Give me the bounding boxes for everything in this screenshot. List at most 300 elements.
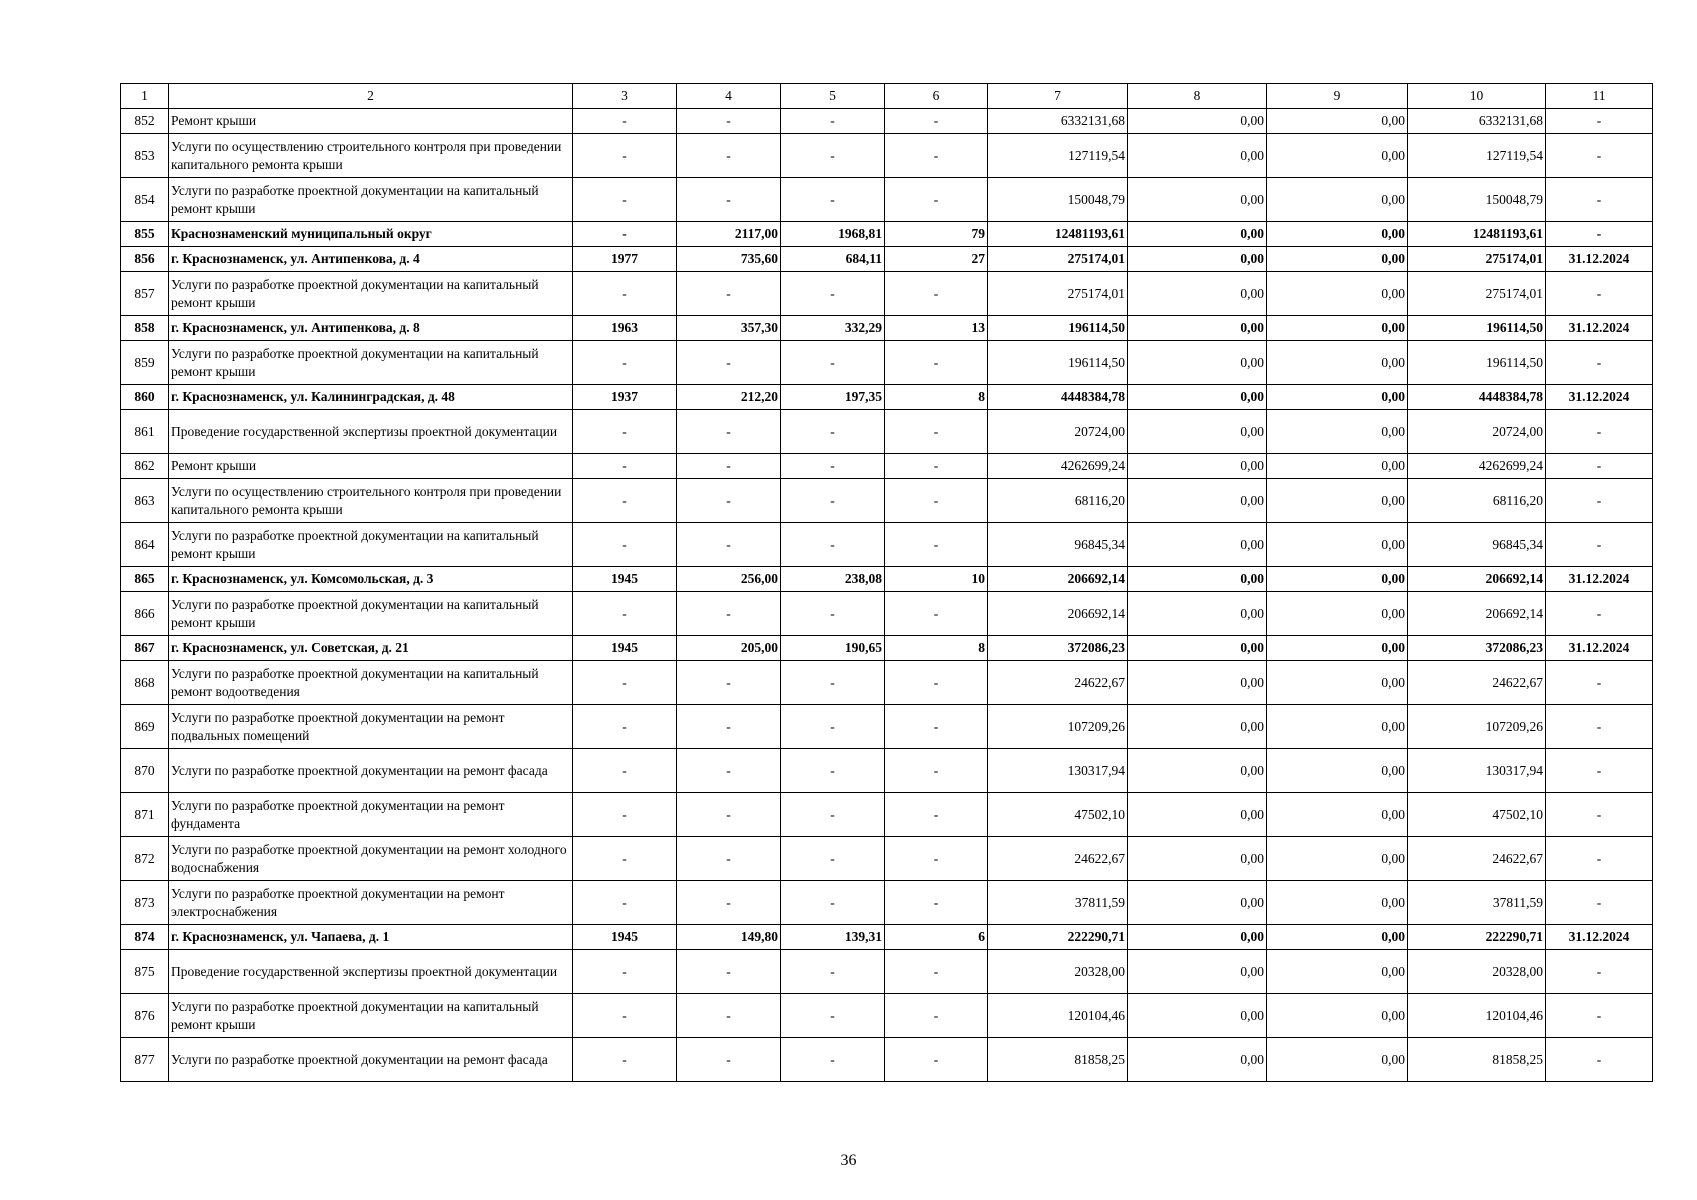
fund-amount-b: 0,00: [1267, 134, 1408, 178]
table-row: [121, 222, 1653, 247]
row-number: 854: [121, 178, 169, 222]
table-row: [121, 109, 1653, 134]
area-living: -: [781, 341, 885, 385]
deadline-date: -: [1546, 410, 1653, 454]
row-number: 863: [121, 479, 169, 523]
area-living: -: [781, 749, 885, 793]
residents-count: 8: [885, 636, 988, 661]
fund-amount-b: 0,00: [1267, 1038, 1408, 1082]
fund-amount-a: 0,00: [1128, 837, 1267, 881]
cost-total: 196114,50: [988, 316, 1128, 341]
year-built: -: [573, 222, 677, 247]
row-number: 877: [121, 1038, 169, 1082]
fund-amount-a: 0,00: [1128, 523, 1267, 567]
row-name: Услуги по разработке проектной документации на капитальный ремонт крыши: [169, 178, 573, 222]
residents-count: 79: [885, 222, 988, 247]
row-name: Услуги по разработке проектной документации на капитальный ремонт водоотведения: [169, 661, 573, 705]
area-living: -: [781, 454, 885, 479]
fund-amount-a: 0,00: [1128, 1038, 1267, 1082]
fund-amount-a: 0,00: [1128, 222, 1267, 247]
column-number: 10: [1408, 84, 1546, 109]
area-total: 149,80: [677, 925, 781, 950]
row-number: 869: [121, 705, 169, 749]
cost-total: 275174,01: [988, 247, 1128, 272]
fund-amount-b: 0,00: [1267, 341, 1408, 385]
deadline-date: -: [1546, 479, 1653, 523]
area-total: 205,00: [677, 636, 781, 661]
column-number: 2: [169, 84, 573, 109]
row-number: 852: [121, 109, 169, 134]
deadline-date: -: [1546, 793, 1653, 837]
row-number: 867: [121, 636, 169, 661]
area-total: 212,20: [677, 385, 781, 410]
fund-amount-b: 0,00: [1267, 925, 1408, 950]
deadline-date: -: [1546, 950, 1653, 994]
cost-total: 4448384,78: [988, 385, 1128, 410]
row-number: 855: [121, 222, 169, 247]
area-living: -: [781, 705, 885, 749]
cost-final: 4448384,78: [1408, 385, 1546, 410]
table-row: [121, 636, 1653, 661]
area-living: -: [781, 881, 885, 925]
deadline-date: -: [1546, 178, 1653, 222]
deadline-date: -: [1546, 1038, 1653, 1082]
cost-final: 47502,10: [1408, 793, 1546, 837]
row-name: Услуги по разработке проектной документации на ремонт холодного водоснабжения: [169, 837, 573, 881]
table-row: [121, 523, 1653, 567]
deadline-date: -: [1546, 272, 1653, 316]
residents-count: -: [885, 749, 988, 793]
residents-count: 10: [885, 567, 988, 592]
cost-final: 107209,26: [1408, 705, 1546, 749]
table-row: [121, 793, 1653, 837]
area-total: 256,00: [677, 567, 781, 592]
residents-count: -: [885, 881, 988, 925]
area-living: -: [781, 272, 885, 316]
table-row: [121, 705, 1653, 749]
deadline-date: 31.12.2024: [1546, 636, 1653, 661]
area-living: -: [781, 523, 885, 567]
fund-amount-a: 0,00: [1128, 881, 1267, 925]
table-row: [121, 950, 1653, 994]
area-total: -: [677, 749, 781, 793]
area-total: -: [677, 109, 781, 134]
area-living: 684,11: [781, 247, 885, 272]
residents-count: -: [885, 178, 988, 222]
fund-amount-a: 0,00: [1128, 567, 1267, 592]
fund-amount-a: 0,00: [1128, 636, 1267, 661]
row-name: г. Краснознаменск, ул. Антипенкова, д. 8: [169, 316, 573, 341]
fund-amount-b: 0,00: [1267, 247, 1408, 272]
deadline-date: -: [1546, 837, 1653, 881]
column-number: 6: [885, 84, 988, 109]
cost-final: 37811,59: [1408, 881, 1546, 925]
deadline-date: -: [1546, 222, 1653, 247]
area-living: 238,08: [781, 567, 885, 592]
area-living: -: [781, 479, 885, 523]
row-name: Услуги по разработке проектной документации на капитальный ремонт крыши: [169, 341, 573, 385]
area-living: 197,35: [781, 385, 885, 410]
row-number: 876: [121, 994, 169, 1038]
fund-amount-a: 0,00: [1128, 272, 1267, 316]
column-number: 5: [781, 84, 885, 109]
fund-amount-b: 0,00: [1267, 661, 1408, 705]
row-name: Услуги по разработке проектной документации на ремонт электроснабжения: [169, 881, 573, 925]
year-built: -: [573, 523, 677, 567]
deadline-date: -: [1546, 749, 1653, 793]
fund-amount-a: 0,00: [1128, 661, 1267, 705]
table-row: [121, 837, 1653, 881]
area-total: -: [677, 272, 781, 316]
cost-total: 81858,25: [988, 1038, 1128, 1082]
area-total: -: [677, 661, 781, 705]
row-name: Услуги по разработке проектной документации на ремонт подвальных помещений: [169, 705, 573, 749]
cost-final: 4262699,24: [1408, 454, 1546, 479]
fund-amount-a: 0,00: [1128, 994, 1267, 1038]
area-living: 1968,81: [781, 222, 885, 247]
fund-amount-a: 0,00: [1128, 385, 1267, 410]
column-number: 4: [677, 84, 781, 109]
deadline-date: 31.12.2024: [1546, 385, 1653, 410]
fund-amount-b: 0,00: [1267, 793, 1408, 837]
fund-amount-b: 0,00: [1267, 272, 1408, 316]
year-built: -: [573, 749, 677, 793]
fund-amount-b: 0,00: [1267, 636, 1408, 661]
row-name: Ремонт крыши: [169, 109, 573, 134]
area-living: 190,65: [781, 636, 885, 661]
year-built: -: [573, 592, 677, 636]
table-row: [121, 385, 1653, 410]
row-number: 874: [121, 925, 169, 950]
deadline-date: -: [1546, 881, 1653, 925]
cost-final: 206692,14: [1408, 567, 1546, 592]
fund-amount-a: 0,00: [1128, 134, 1267, 178]
fund-amount-b: 0,00: [1267, 479, 1408, 523]
row-number: 858: [121, 316, 169, 341]
area-living: -: [781, 134, 885, 178]
residents-count: 27: [885, 247, 988, 272]
cost-final: 130317,94: [1408, 749, 1546, 793]
fund-amount-a: 0,00: [1128, 479, 1267, 523]
table-row: [121, 1038, 1653, 1082]
cost-total: 12481193,61: [988, 222, 1128, 247]
row-name: Проведение государственной экспертизы проектной документации: [169, 410, 573, 454]
year-built: 1977: [573, 247, 677, 272]
cost-total: 20328,00: [988, 950, 1128, 994]
column-number: 3: [573, 84, 677, 109]
deadline-date: -: [1546, 454, 1653, 479]
row-name: Услуги по разработке проектной документации на капитальный ремонт крыши: [169, 272, 573, 316]
area-total: -: [677, 950, 781, 994]
residents-count: -: [885, 661, 988, 705]
table-row: [121, 994, 1653, 1038]
fund-amount-b: 0,00: [1267, 109, 1408, 134]
table-row: [121, 272, 1653, 316]
year-built: -: [573, 134, 677, 178]
table-row: [121, 479, 1653, 523]
fund-amount-a: 0,00: [1128, 247, 1267, 272]
deadline-date: -: [1546, 341, 1653, 385]
cost-final: 206692,14: [1408, 592, 1546, 636]
year-built: -: [573, 661, 677, 705]
deadline-date: 31.12.2024: [1546, 567, 1653, 592]
cost-total: 222290,71: [988, 925, 1128, 950]
row-number: 860: [121, 385, 169, 410]
fund-amount-a: 0,00: [1128, 950, 1267, 994]
area-living: -: [781, 1038, 885, 1082]
area-total: 2117,00: [677, 222, 781, 247]
row-number: 875: [121, 950, 169, 994]
deadline-date: -: [1546, 705, 1653, 749]
year-built: -: [573, 272, 677, 316]
row-number: 864: [121, 523, 169, 567]
residents-count: -: [885, 134, 988, 178]
area-total: -: [677, 705, 781, 749]
cost-final: 81858,25: [1408, 1038, 1546, 1082]
row-name: Услуги по разработке проектной документации на капитальный ремонт крыши: [169, 592, 573, 636]
table-row: [121, 749, 1653, 793]
cost-final: 68116,20: [1408, 479, 1546, 523]
fund-amount-a: 0,00: [1128, 592, 1267, 636]
row-name: Услуги по разработке проектной документации на ремонт фасада: [169, 1038, 573, 1082]
column-number: 8: [1128, 84, 1267, 109]
table-row: [121, 661, 1653, 705]
area-total: -: [677, 410, 781, 454]
table-row: [121, 454, 1653, 479]
row-name: Ремонт крыши: [169, 454, 573, 479]
row-name: Услуги по разработке проектной документации на капитальный ремонт крыши: [169, 994, 573, 1038]
cost-final: 20724,00: [1408, 410, 1546, 454]
fund-amount-b: 0,00: [1267, 222, 1408, 247]
fund-amount-b: 0,00: [1267, 994, 1408, 1038]
area-total: -: [677, 454, 781, 479]
cost-total: 150048,79: [988, 178, 1128, 222]
deadline-date: -: [1546, 109, 1653, 134]
fund-amount-b: 0,00: [1267, 410, 1408, 454]
year-built: 1963: [573, 316, 677, 341]
data-table: [120, 83, 1653, 1082]
table-row: [121, 567, 1653, 592]
table-row: [121, 881, 1653, 925]
area-total: -: [677, 341, 781, 385]
fund-amount-a: 0,00: [1128, 705, 1267, 749]
residents-count: -: [885, 272, 988, 316]
residents-count: -: [885, 523, 988, 567]
table-row: [121, 925, 1653, 950]
fund-amount-b: 0,00: [1267, 178, 1408, 222]
area-living: -: [781, 950, 885, 994]
cost-final: 12481193,61: [1408, 222, 1546, 247]
deadline-date: 31.12.2024: [1546, 925, 1653, 950]
year-built: 1945: [573, 636, 677, 661]
row-number: 873: [121, 881, 169, 925]
cost-final: 127119,54: [1408, 134, 1546, 178]
area-living: -: [781, 592, 885, 636]
deadline-date: -: [1546, 661, 1653, 705]
cost-total: 107209,26: [988, 705, 1128, 749]
cost-final: 96845,34: [1408, 523, 1546, 567]
row-number: 872: [121, 837, 169, 881]
area-living: -: [781, 410, 885, 454]
fund-amount-b: 0,00: [1267, 837, 1408, 881]
table-row: [121, 341, 1653, 385]
cost-total: 6332131,68: [988, 109, 1128, 134]
row-name: г. Краснознаменск, ул. Чапаева, д. 1: [169, 925, 573, 950]
row-number: 857: [121, 272, 169, 316]
area-total: -: [677, 134, 781, 178]
fund-amount-a: 0,00: [1128, 925, 1267, 950]
cost-final: 196114,50: [1408, 341, 1546, 385]
fund-amount-a: 0,00: [1128, 316, 1267, 341]
row-name: г. Краснознаменск, ул. Советская, д. 21: [169, 636, 573, 661]
cost-total: 68116,20: [988, 479, 1128, 523]
deadline-date: -: [1546, 994, 1653, 1038]
year-built: 1945: [573, 567, 677, 592]
area-total: -: [677, 837, 781, 881]
fund-amount-b: 0,00: [1267, 881, 1408, 925]
area-total: -: [677, 1038, 781, 1082]
area-living: -: [781, 109, 885, 134]
fund-amount-b: 0,00: [1267, 705, 1408, 749]
row-number: 859: [121, 341, 169, 385]
area-total: 735,60: [677, 247, 781, 272]
area-total: -: [677, 994, 781, 1038]
area-living: -: [781, 661, 885, 705]
fund-amount-a: 0,00: [1128, 410, 1267, 454]
area-total: -: [677, 592, 781, 636]
row-number: 862: [121, 454, 169, 479]
row-name: Проведение государственной экспертизы проектной документации: [169, 950, 573, 994]
cost-total: 24622,67: [988, 837, 1128, 881]
area-living: -: [781, 178, 885, 222]
residents-count: 6: [885, 925, 988, 950]
fund-amount-b: 0,00: [1267, 749, 1408, 793]
area-living: -: [781, 994, 885, 1038]
residents-count: -: [885, 837, 988, 881]
cost-final: 6332131,68: [1408, 109, 1546, 134]
cost-total: 96845,34: [988, 523, 1128, 567]
column-number: 11: [1546, 84, 1653, 109]
cost-total: 196114,50: [988, 341, 1128, 385]
row-number: 866: [121, 592, 169, 636]
area-living: 332,29: [781, 316, 885, 341]
table-body: [121, 84, 1653, 1082]
row-number: 853: [121, 134, 169, 178]
cost-total: 206692,14: [988, 592, 1128, 636]
cost-final: 20328,00: [1408, 950, 1546, 994]
cost-final: 222290,71: [1408, 925, 1546, 950]
residents-count: -: [885, 592, 988, 636]
residents-count: -: [885, 950, 988, 994]
fund-amount-b: 0,00: [1267, 592, 1408, 636]
row-name: Услуги по осуществлению строительного контроля при проведении капитального ремонта крыши: [169, 134, 573, 178]
fund-amount-a: 0,00: [1128, 178, 1267, 222]
area-living: 139,31: [781, 925, 885, 950]
year-built: -: [573, 837, 677, 881]
deadline-date: -: [1546, 523, 1653, 567]
fund-amount-b: 0,00: [1267, 567, 1408, 592]
year-built: 1937: [573, 385, 677, 410]
deadline-date: -: [1546, 592, 1653, 636]
page-number: 36: [840, 1152, 857, 1169]
table-row: [121, 592, 1653, 636]
fund-amount-b: 0,00: [1267, 950, 1408, 994]
cost-total: 4262699,24: [988, 454, 1128, 479]
cost-total: 120104,46: [988, 994, 1128, 1038]
year-built: -: [573, 410, 677, 454]
column-number-row: [121, 84, 1653, 109]
row-number: 856: [121, 247, 169, 272]
row-number: 861: [121, 410, 169, 454]
area-total: -: [677, 178, 781, 222]
year-built: -: [573, 950, 677, 994]
deadline-date: 31.12.2024: [1546, 247, 1653, 272]
cost-total: 130317,94: [988, 749, 1128, 793]
table-row: [121, 247, 1653, 272]
residents-count: 13: [885, 316, 988, 341]
cost-final: 275174,01: [1408, 272, 1546, 316]
area-total: -: [677, 523, 781, 567]
row-name: Услуги по разработке проектной документации на ремонт фасада: [169, 749, 573, 793]
fund-amount-a: 0,00: [1128, 109, 1267, 134]
area-total: -: [677, 479, 781, 523]
cost-final: 372086,23: [1408, 636, 1546, 661]
fund-amount-b: 0,00: [1267, 454, 1408, 479]
year-built: -: [573, 705, 677, 749]
residents-count: -: [885, 705, 988, 749]
fund-amount-a: 0,00: [1128, 793, 1267, 837]
year-built: -: [573, 454, 677, 479]
deadline-date: 31.12.2024: [1546, 316, 1653, 341]
residents-count: -: [885, 1038, 988, 1082]
row-name: Услуги по разработке проектной документации на ремонт фундамента: [169, 793, 573, 837]
residents-count: -: [885, 479, 988, 523]
year-built: -: [573, 109, 677, 134]
residents-count: 8: [885, 385, 988, 410]
cost-total: 47502,10: [988, 793, 1128, 837]
cost-final: 24622,67: [1408, 837, 1546, 881]
cost-total: 24622,67: [988, 661, 1128, 705]
year-built: -: [573, 341, 677, 385]
cost-total: 275174,01: [988, 272, 1128, 316]
row-number: 870: [121, 749, 169, 793]
row-number: 871: [121, 793, 169, 837]
fund-amount-a: 0,00: [1128, 454, 1267, 479]
cost-total: 372086,23: [988, 636, 1128, 661]
residents-count: -: [885, 109, 988, 134]
cost-total: 37811,59: [988, 881, 1128, 925]
area-total: -: [677, 881, 781, 925]
cost-final: 196114,50: [1408, 316, 1546, 341]
fund-amount-b: 0,00: [1267, 523, 1408, 567]
fund-amount-b: 0,00: [1267, 385, 1408, 410]
year-built: -: [573, 178, 677, 222]
year-built: -: [573, 881, 677, 925]
area-living: -: [781, 793, 885, 837]
year-built: -: [573, 479, 677, 523]
row-name: г. Краснознаменск, ул. Антипенкова, д. 4: [169, 247, 573, 272]
cost-final: 150048,79: [1408, 178, 1546, 222]
residents-count: -: [885, 994, 988, 1038]
table-row: [121, 410, 1653, 454]
area-total: -: [677, 793, 781, 837]
area-living: -: [781, 837, 885, 881]
deadline-date: -: [1546, 134, 1653, 178]
year-built: -: [573, 793, 677, 837]
cost-total: 20724,00: [988, 410, 1128, 454]
residents-count: -: [885, 793, 988, 837]
residents-count: -: [885, 454, 988, 479]
